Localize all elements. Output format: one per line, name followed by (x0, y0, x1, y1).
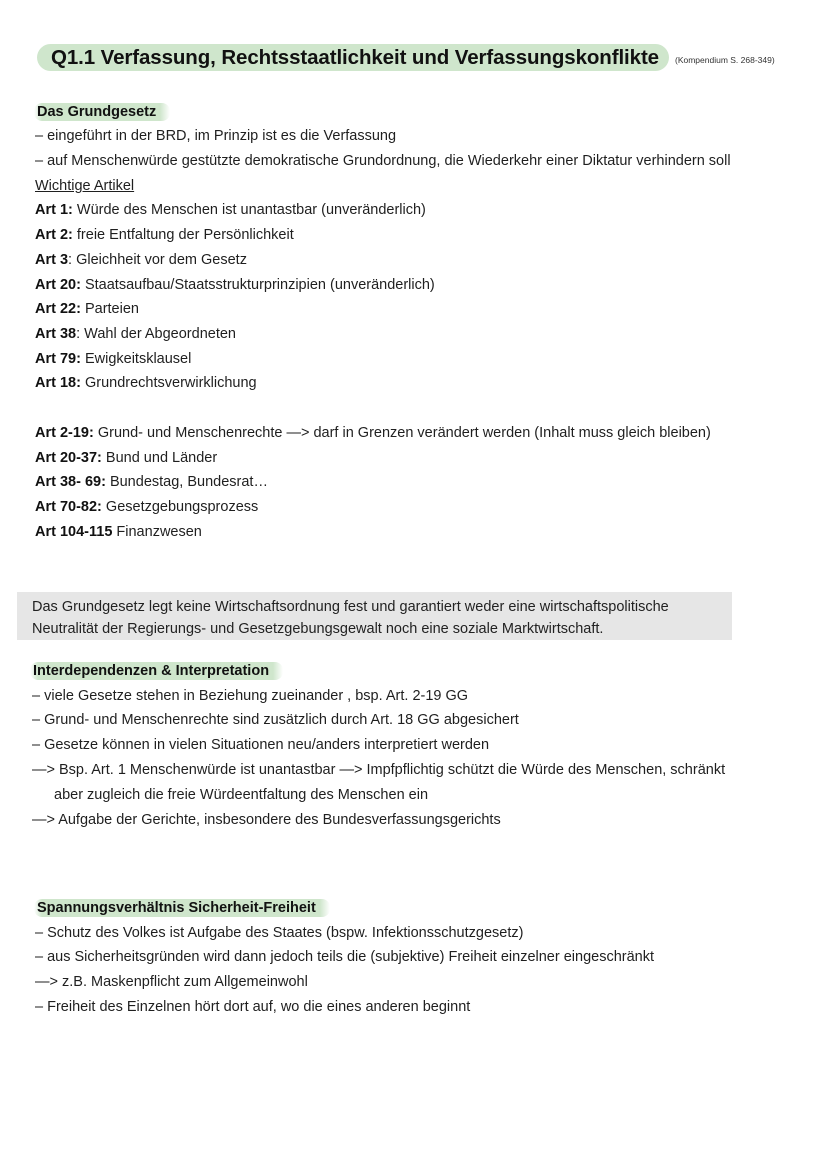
list-item: – auf Menschenwürde gestützte demokratische Grundordnung, die Wiederkehr einer Diktatur verhindern soll (35, 153, 731, 169)
callout-box (17, 592, 732, 640)
article-text: freie Entfaltung der Persönlichkeit (72, 227, 294, 243)
article-range-label: Art 20-37: (35, 450, 102, 466)
list-item: – Freiheit des Einzelnen hört dort auf, wo die eines anderen beginnt (35, 999, 471, 1015)
page-title: Q1.1 Verfassung, Rechtsstaatlichkeit und Verfassungskonflikte (51, 45, 659, 69)
article-range-item (35, 499, 258, 515)
list-item-continuation: aber zugleich die freie Würdeentfaltung des Menschen ein (54, 787, 429, 803)
article-label: Art 3 (35, 252, 69, 268)
article-item (35, 301, 139, 317)
article-label: Art 20: (35, 277, 81, 293)
page-title-row (37, 44, 775, 71)
list-item: – viele Gesetze stehen in Beziehung zueinander , bsp. Art. 2-19 GG (32, 688, 469, 704)
article-item (35, 277, 435, 293)
list-item: —> z.B. Maskenpflicht zum Allgemeinwohl (35, 974, 308, 990)
article-range-text: Bundestag, Bundesrat… (105, 474, 268, 490)
article-item (35, 326, 236, 342)
article-range-text: Finanzwesen (112, 524, 202, 540)
list-item: – Gesetze können in vielen Situationen neu/anders interpretiert werden (32, 737, 490, 753)
article-label: Art 22: (35, 301, 81, 317)
article-item (35, 252, 247, 268)
article-label: Art 1: (35, 202, 73, 218)
list-item: – Grund- und Menschenrechte sind zusätzlich durch Art. 18 GG abgesichert (32, 712, 519, 728)
article-range-label: Art 104-115 (35, 524, 113, 540)
article-label: Art 38 (35, 326, 77, 342)
list-item: – aus Sicherheitsgründen wird dann jedoch teils die (subjektive) Freiheit einzelner eingeschränkt (35, 949, 655, 965)
article-range-item (35, 450, 217, 466)
article-range-item (35, 425, 711, 441)
article-range-label: Art 2-19: (35, 425, 94, 441)
heading-text: Interdependenzen & Interpretation (30, 662, 283, 680)
article-label: Art 18: (35, 375, 81, 391)
article-range-label: Art 70-82: (35, 499, 102, 515)
section-heading-interdependenzen (30, 663, 283, 679)
list-item: – Schutz des Volkes ist Aufgabe des Staates (bspw. Infektionsschutzgesetz) (35, 925, 524, 941)
page-reference: (Kompendium S. 268-349) (674, 54, 775, 65)
article-text: Staatsaufbau/Staatsstrukturprinzipien (unveränderlich) (80, 277, 435, 293)
article-item (35, 202, 426, 218)
list-item: – eingeführt in der BRD, im Prinzip ist es die Verfassung (35, 128, 397, 144)
article-range-text: Grund- und Menschenrechte —> darf in Grenzen verändert werden (Inhalt muss gleich bleiben) (93, 425, 711, 441)
section-heading-spannung (34, 900, 330, 916)
article-range-label: Art 38- 69: (35, 474, 106, 490)
article-range-item (35, 474, 268, 490)
callout-line: Das Grundgesetz legt keine Wirtschaftsordnung fest und garantiert weder eine wirtschaftspolitische (32, 599, 669, 615)
list-item: —> Aufgabe der Gerichte, insbesondere des Bundesverfassungsgerichts (32, 812, 501, 828)
article-text: Ewigkeitsklausel (80, 351, 192, 367)
article-item (35, 375, 257, 391)
article-label: Art 2: (35, 227, 73, 243)
section-heading-grundgesetz (34, 104, 170, 120)
article-label: Art 79: (35, 351, 81, 367)
callout-line: Neutralität der Regierungs- und Gesetzgebungsgewalt noch eine soziale Marktwirtschaft. (32, 621, 604, 637)
article-text: : Wahl der Abgeordneten (76, 326, 236, 342)
article-text: Würde des Menschen ist unantastbar (unveränderlich) (72, 202, 426, 218)
subheading-wichtige-artikel: Wichtige Artikel (35, 178, 135, 194)
heading-text: Spannungsverhältnis Sicherheit-Freiheit (34, 899, 330, 917)
article-text: : Gleichheit vor dem Gesetz (68, 252, 247, 268)
article-range-text: Gesetzgebungsprozess (101, 499, 259, 515)
title-highlight (37, 44, 669, 71)
article-item (35, 227, 294, 243)
list-item: —> Bsp. Art. 1 Menschenwürde ist unantastbar —> Impfpflichtig schützt die Würde des Menschen, schränkt (32, 762, 726, 778)
article-text: Grundrechtsverwirklichung (80, 375, 257, 391)
article-item (35, 351, 191, 367)
article-range-text: Bund und Länder (101, 450, 218, 466)
article-text: Parteien (80, 301, 139, 317)
article-range-item (35, 524, 202, 540)
heading-text: Das Grundgesetz (34, 103, 170, 121)
